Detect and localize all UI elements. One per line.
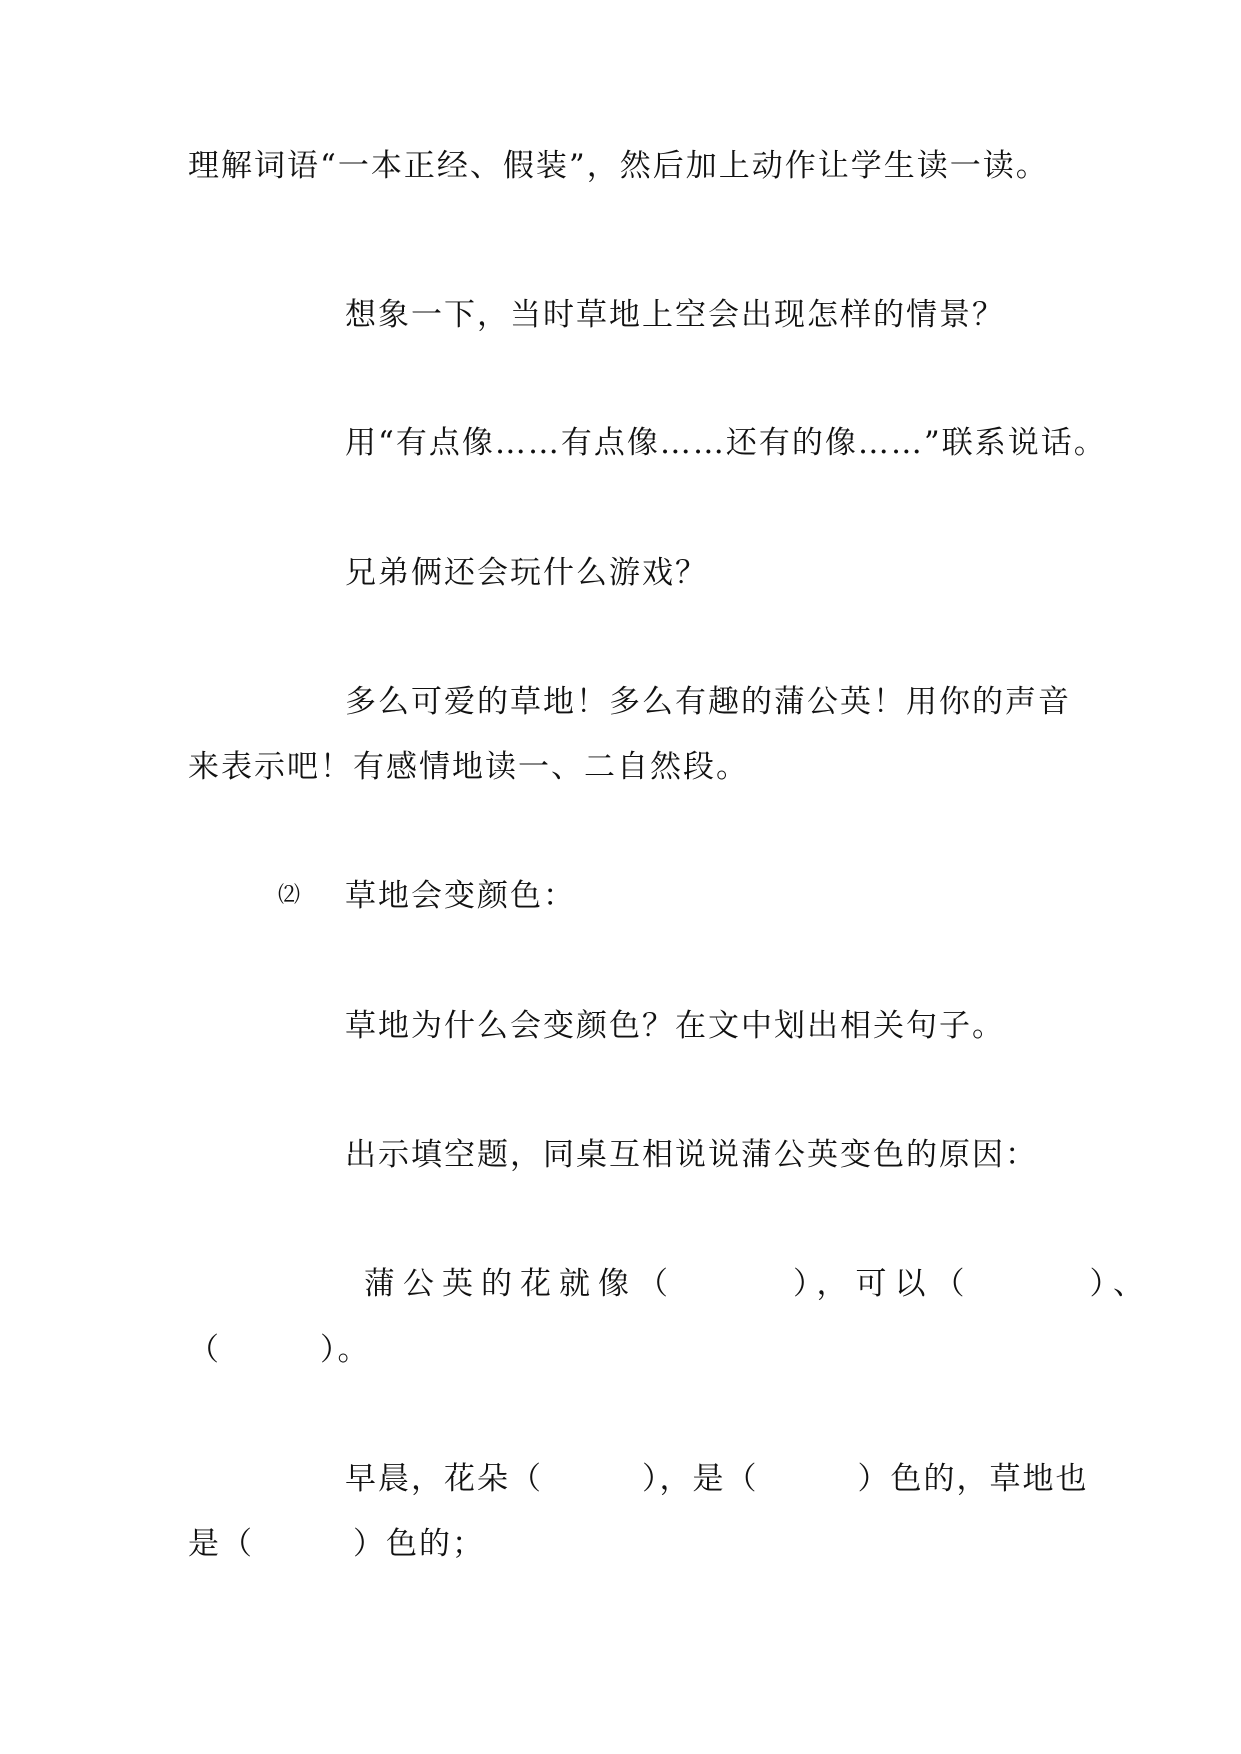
paragraph-line-8: 出示填空题，同桌互相说说蒲公英变色的原因：	[345, 1137, 1038, 1173]
fill-blank-line-3: 早晨，花朵（ ），是（ ）色的，草地也	[345, 1461, 1089, 1497]
paragraph-line-2: 想象一下，当时草地上空会出现怎样的情景？	[345, 297, 1005, 333]
fill-blank-line-2: （ ）。	[188, 1332, 371, 1368]
paragraph-line-4: 兄弟俩还会玩什么游戏？	[345, 555, 708, 591]
paragraph-line-1: 理解词语“一本正经、假装”，然后加上动作让学生读一读。	[188, 148, 1049, 184]
paragraph-line-6: 来表示吧！有感情地读一、二自然段。	[188, 749, 749, 785]
item-number: ⑵	[278, 883, 301, 908]
paragraph-line-7: 草地为什么会变颜色？在文中划出相关句子。	[345, 1008, 1005, 1044]
fill-blank-line-1: 蒲公英的花就像（ ），可以（ ）、	[364, 1266, 1152, 1302]
paragraph-line-5: 多么可爱的草地！多么有趣的蒲公英！用你的声音	[345, 684, 1071, 720]
fill-blank-line-4: 是（ ）色的；	[188, 1526, 485, 1562]
section-heading: 草地会变颜色：	[345, 878, 576, 914]
paragraph-line-3: 用“有点像……有点像……还有的像……”联系说话。	[345, 425, 1107, 461]
